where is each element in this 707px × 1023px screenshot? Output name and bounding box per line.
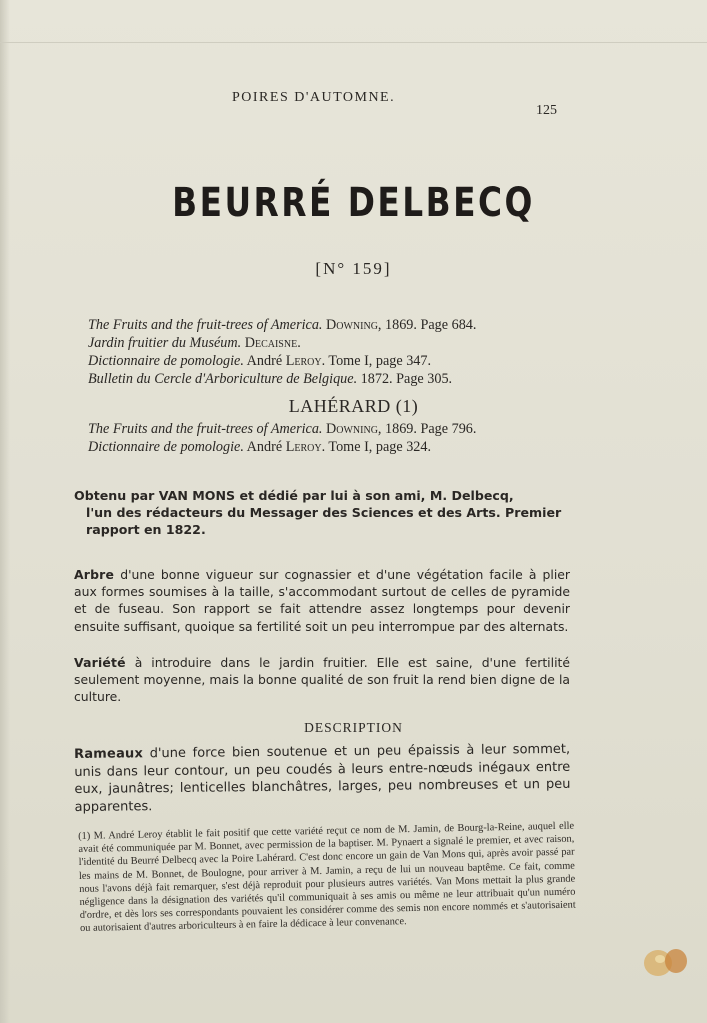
reference-item [88,316,476,334]
paragraph-text: d'une bonne vigueur sur cognassier et d'une végétation facile à plier aux formes soumises à la taille, s'accommodant surtout de celles de pyramide et de fuseau. Son rapport se fait attendre assez longtemps pour devenir ensuite suffisant, quoique sa fertilité soit un peu interrompue par des alternats. [74,567,570,634]
description-heading: DESCRIPTION [304,720,403,735]
page-top-edge [0,42,707,43]
paragraph-lead: Variété [74,655,126,670]
synonym-bibliography-list [88,420,476,456]
origin-paragraph [74,487,570,538]
branches-paragraph [74,741,571,816]
reference-detail: , 1869. Page 796. [377,421,477,437]
origin-line: rapport en 1822. [86,522,206,537]
origin-line: Obtenu par VAN MONS et dédié par lui à son ami, M. Delbecq, [74,488,514,503]
page-edge-shadow [0,0,10,1023]
reference-work: Dictionnaire de pomologie. [88,439,244,455]
reference-work: Jardin fruitier du Muséum. [88,335,242,351]
fruit-illustration-edge [640,935,692,981]
paragraph-text: à introduire dans le jardin fruitier. Elle est saine, d'une fertilité seulement moyenne, mais la bonne qualité de son fruit la rend bien digne de la culture. [74,655,570,705]
reference-author: Leroy [285,439,322,455]
paragraph-text: d'une force bien soutenue et un peu épaissis à leur sommet, unis dans leur contour, un peu coudés à leurs entre-nœuds inégaux entre eux, jaunâtres; lenticelles blanchâtres, larges, peu nombreuses et un peu apparentes. [74,741,571,815]
reference-item [88,370,476,388]
reference-detail: . Tome I, page 347. [321,353,432,369]
origin-line: l'un des rédacteurs du Messager des Sciences et des Arts. Premier [86,505,562,520]
reference-work: Bulletin du Cercle d'Arboriculture de Belgique. [88,371,358,387]
reference-work: Dictionnaire de pomologie. [88,353,244,369]
variety-title: BEURRÉ DELBECQ [172,180,535,226]
reference-detail: . Tome I, page 324. [321,439,432,455]
paragraph-lead: Arbre [74,567,115,582]
reference-author: Decaisne [244,335,298,351]
reference-detail: 1872. Page 305. [360,371,453,387]
paragraph-lead: Rameaux [74,746,144,762]
footnote: (1) M. André Leroy établit le fait positif que cette variété reçut ce nom de M. Jamin, de Bourg-la-Reine, auquel elle avait été communiquée par M. Bonnet, avec permission de la baptiser. M. Pynaert a signalé le premier, et avec raison, l'identité du Beurré Delbecq avec la Poire Lahérard. C'est donc encore un gain de Van Mons qui, après avoir passé par les mains de M. Bonnet, de Boulogne, pour arriver à M. Jamin, a reçu de lui un nouveau baptême. Ce fait, comme nous l'avons déjà fait remarquer, s'est déjà reproduit pour plusieurs autres variétés. Van Mons mettait la plus grande négligence dans la désignation des variétés qu'il communiquait à ses amis ou même ne leur attribuait qu'un numéro d'ordre, et dès lors ses correspondants pouvaient les considérer comme des semis non encore nommés et s'autorisaient ou autorisaient d'autres arboriculteurs à en faire la dédicace à leur convenance. [78,820,576,935]
reference-item [88,352,476,370]
reference-author: Leroy [285,353,322,369]
bibliography-list [88,316,476,388]
reference-item [88,438,476,456]
variety-number: [N° 159] [315,259,392,278]
reference-author-prefix: André [246,353,286,369]
variety-paragraph [74,654,570,706]
running-head: POIRES D'AUTOMNE. [232,90,396,105]
reference-author: Downing [326,317,378,333]
tree-paragraph [74,566,570,635]
reference-detail: , 1869. Page 684. [377,317,477,333]
reference-author-prefix: André [246,439,286,455]
reference-item [88,334,476,352]
reference-detail: . [297,335,301,351]
reference-work: The Fruits and the fruit-trees of America. [88,317,323,333]
page-number: 125 [536,103,557,118]
reference-author: Downing [326,421,378,437]
reference-item [88,420,476,438]
reference-work: The Fruits and the fruit-trees of America. [88,421,323,437]
synonym-heading: LAHÉRARD (1) [288,396,419,416]
